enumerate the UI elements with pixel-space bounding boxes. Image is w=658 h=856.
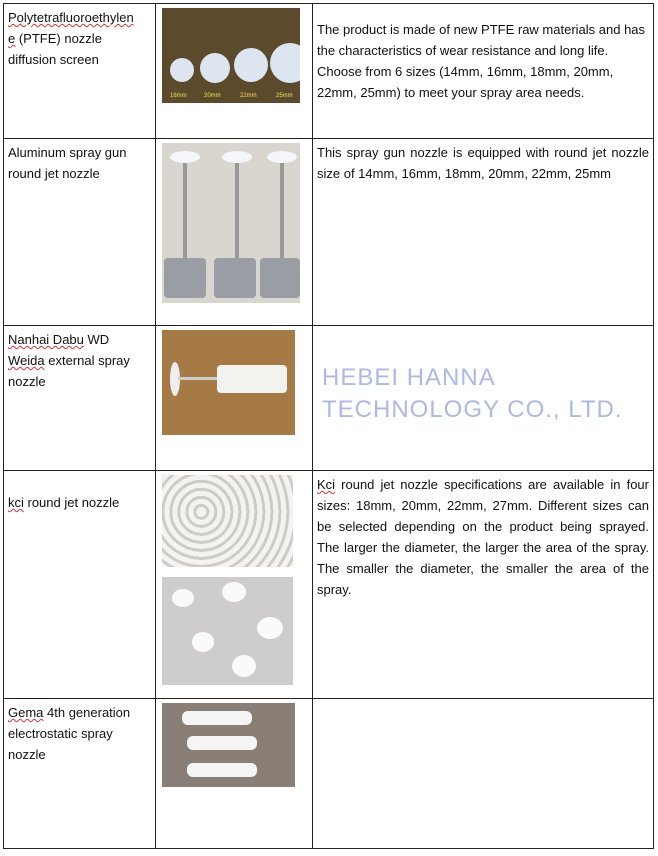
product-name: 4th generation electrostatic spray nozzle — [8, 705, 131, 762]
product-name: kci — [8, 495, 24, 510]
image-label: 18mm — [170, 93, 187, 99]
image-label: 22mm — [240, 93, 257, 99]
product-description: Kci — [317, 477, 336, 492]
product-name: Polytetrafluoroethylen — [8, 10, 134, 25]
product-name: Gema — [8, 705, 44, 720]
image-label: 25mm — [276, 93, 293, 99]
product-name-cell — [4, 4, 156, 139]
weida-nozzle-image — [162, 330, 295, 435]
product-table — [3, 3, 654, 849]
product-name-cell — [4, 139, 156, 326]
product-name: Aluminum spray gun round jet nozzle — [8, 145, 127, 181]
product-description-cell — [313, 471, 654, 699]
product-description: round jet nozzle specifications are available in four sizes: 18mm, 20mm, 22mm, 27mm. Different sizes can be selected depending on the product being sprayed. The larger the diameter, the larger the area of the spray. The smaller the diameter, the smaller the area of the spray. — [317, 477, 649, 597]
product-name: WD — [83, 332, 110, 347]
table-row — [4, 4, 654, 139]
product-description-cell — [313, 326, 654, 471]
kci-nozzle-spread-image — [162, 577, 293, 685]
kci-nozzle-pile-image — [162, 475, 293, 567]
table-row — [4, 699, 654, 849]
table-row — [4, 326, 654, 471]
product-image-cell — [156, 471, 313, 699]
aluminum-nozzle-image — [162, 143, 300, 303]
product-image-cell — [156, 4, 313, 139]
product-name-cell — [4, 326, 156, 471]
product-image-cell — [156, 699, 313, 849]
product-name-cell — [4, 699, 156, 849]
product-name: e — [8, 31, 16, 46]
image-label: 20mm — [204, 93, 221, 99]
table-row — [4, 471, 654, 699]
product-description: This spray gun nozzle is equipped with round jet nozzle size of 14mm, 16mm, 18mm, 20mm, 22mm, 25mm — [317, 145, 649, 181]
product-description-cell — [313, 139, 654, 326]
product-name: external spray nozzle — [8, 353, 130, 389]
product-name: Nanhai Dabu — [8, 332, 84, 347]
product-description-cell — [313, 699, 654, 849]
product-name: Weida — [8, 353, 45, 368]
product-image-cell — [156, 139, 313, 326]
product-name: round jet nozzle — [23, 495, 120, 510]
table-row — [4, 139, 654, 326]
gema-nozzle-image — [162, 703, 295, 787]
product-name: (PTFE) nozzle diffusion screen — [8, 31, 102, 67]
product-name-cell — [4, 471, 156, 699]
ptfe-screen-image — [162, 8, 300, 103]
watermark: HEBEI HANNA TECHNOLOGY CO., LTD. — [322, 364, 623, 423]
product-image-cell — [156, 326, 313, 471]
product-description-cell — [313, 4, 654, 139]
product-description: The product is made of new PTFE raw materials and has the characteristics of wear resistance and long life. Choose from 6 sizes (14mm, 16mm, 18mm, 20mm, 22mm, 25mm) to meet your spray area needs. — [317, 22, 646, 100]
